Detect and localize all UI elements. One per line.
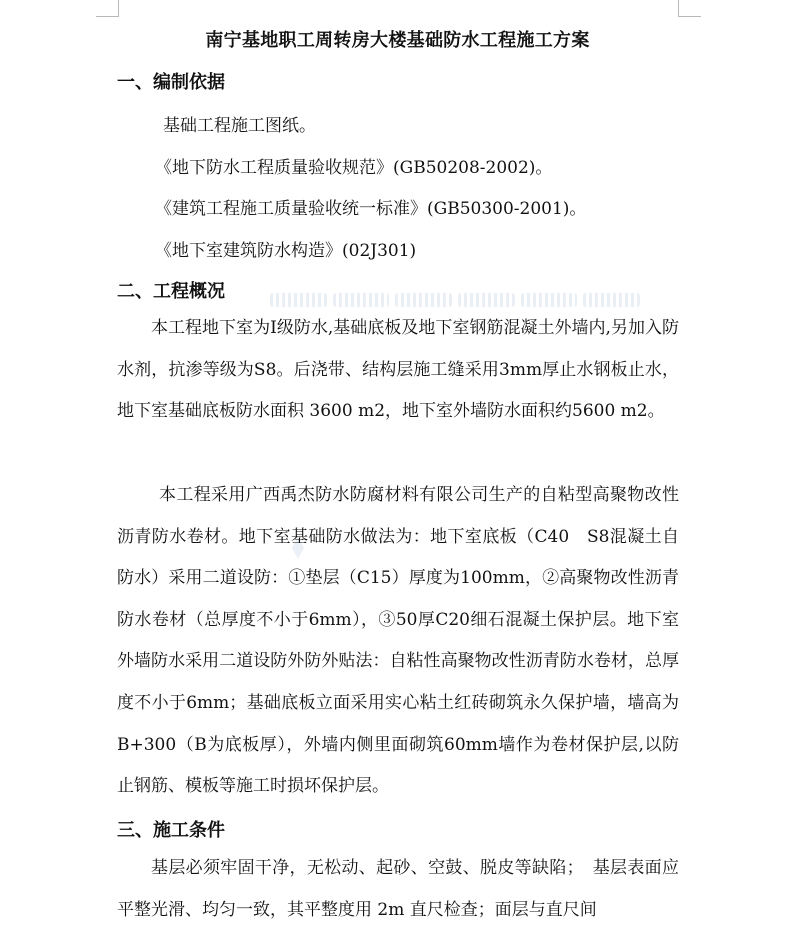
paragraph-text: 本工程采用广西禹杰防水防腐材料有限公司生产的自粘型高聚物改性沥青防水卷材。地下室基础防水做法为：地下室底板（C40 S8混凝土自防水）采用二道设防：①垫层（C15）厚度为100mm，②高聚物改性沥青防水卷材（总厚度不小于6mm），③50厚C20细石混凝土保护层。地下室外墙防水采用二道设防外防外贴法：自粘性高聚物改性沥青防水卷材，总厚度不小于6mm；基础底板立面采用实心粘土红砖砌筑永久保护墙，墙高为B+300（B为底板厚），外墙内侧里面砌筑60mm墙作为卷材保护层,以防止钢筋、模板等施工时损坏保护层。 (117, 485, 679, 797)
faint-watermark (270, 293, 640, 307)
document-title: 南宁基地职工周转房大楼基础防水工程施工方案 (205, 30, 590, 51)
crop-mark-left (96, 0, 119, 17)
paragraph-text: 本工程地下室为Ⅰ级防水,基础底板及地下室钢筋混凝土外墙内,另加入防水剂，抗渗等级为S8。后浇带、结构层施工缝采用3mm厚止水钢板止水，地下室基础底板防水面积 3600 m2，地下室外墙防水面积约5600 m2。 (117, 318, 679, 422)
paragraph-text: 基层必须牢固干净，无松动、起砂、空鼓、脱皮等缺陷； 基层表面应平整光滑、均匀一致，其平整度用 2m 直尺检查；面层与直尺间 (117, 858, 679, 920)
basis-item: 《建筑工程施工质量验收统一标准》(GB50300-2001)。 (155, 199, 587, 219)
basis-item: 《地下防水工程质量验收规范》(GB50208-2002)。 (155, 158, 553, 178)
overview-paragraph (117, 308, 679, 433)
basis-item: 《地下室建筑防水构造》(02J301) (155, 241, 417, 261)
section-heading-basis: 一、编制依据 (117, 72, 225, 93)
overview-paragraph (117, 475, 679, 808)
crop-mark-right (678, 0, 701, 17)
conditions-paragraph (117, 848, 679, 931)
basis-item: 基础工程施工图纸。 (163, 116, 316, 136)
section-heading-conditions: 三、施工条件 (117, 820, 225, 841)
section-heading-overview: 二、工程概况 (117, 281, 225, 302)
